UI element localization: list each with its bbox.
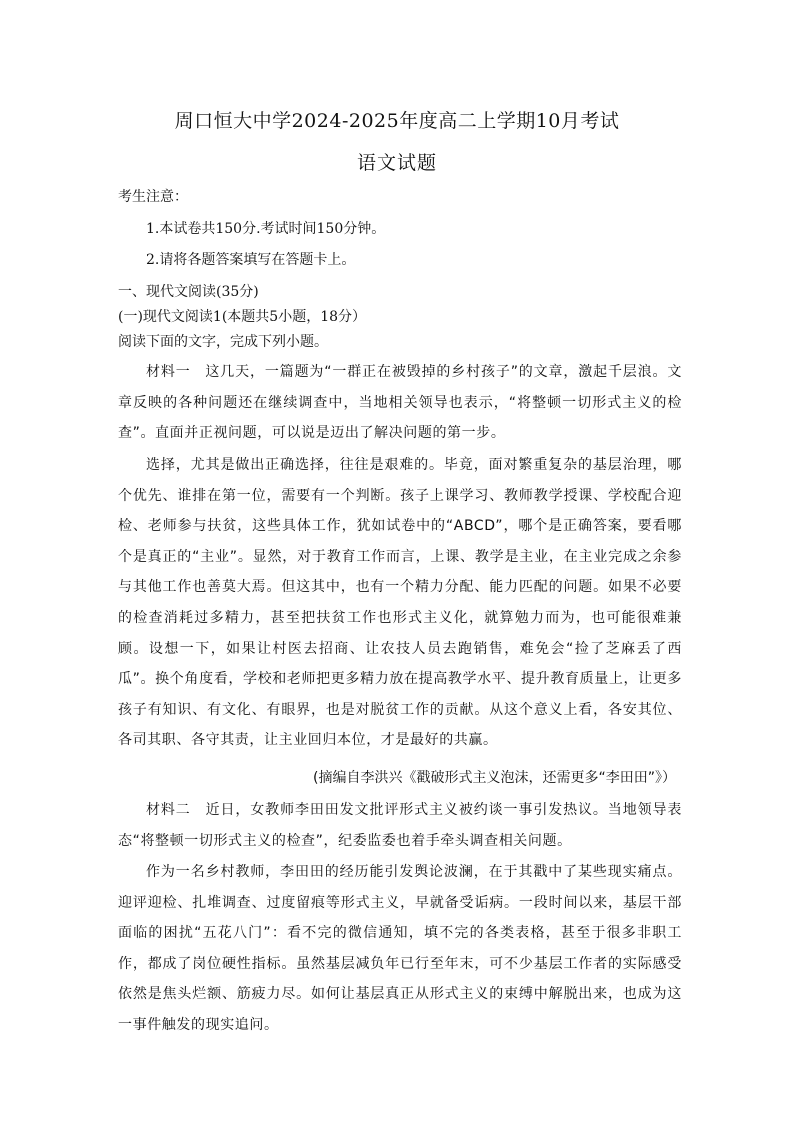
exam-subtitle: 语文试题: [356, 152, 437, 174]
material-2-paragraph-1: 材料二 近日，女教师李田田发文批评形式主义被约谈一事引发热议。当地领导表态“将整顿一切形式主义的检查”，纪委监委也着手牵头调查相关问题。: [118, 802, 682, 849]
material-1-paragraph-1: 材料一 这几天，一篇题为“一群正在被毁掉的乡村孩子”的文章，激起千层浪。文章反映的各种问题还在继续调查中，当地相关领导也表示，“将整顿一切形式主义的检查”。直面并正视问题，可以说是迈出了解决问题的第一步。: [118, 364, 682, 442]
notice-item-1: 1.本试卷共150分.考试时间150分钟。: [146, 221, 386, 237]
section-heading: 一、现代文阅读(35分): [118, 284, 259, 300]
exam-title: 周口恒大中学2024-2025年度高二上学期10月考试: [174, 110, 620, 132]
material-1-source: (摘编自李洪兴《戳破形式主义泡沫，还需更多“李田田”》）: [313, 770, 676, 786]
material-1-paragraph-2: 选择，尤其是做出正确选择，往往是艰难的。毕竟，面对繁重复杂的基层治理，哪个优先、谁排在第一位，需要有一个判断。孩子上课学习、教师教学授课、学校配合迎检、老师参与扶贫，这些具体工作，犹如试卷中的“ABCD”，哪个是正确答案，要看哪个是真正的“主业”。显然，对于教育工作而言，上课、教学是主业，在主业完成之余参与其他工作也善莫大焉。但这其中，也有一个精力分配、能力匹配的问题。如果不必要的检查消耗过多精力，甚至把扶贫工作也形式主义化，就算勉力而为，也可能很难兼顾。设想一下，如果让村医去招商、让农技人员去跑销售，难免会“捡了芝麻丢了西瓜”。换个角度看，学校和老师把更多精力放在提高教学水平、提升教育质量上，让更多孩子有知识、有文化、有眼界，也是对脱贫工作的贡献。从这个意义上看，各安其位、各司其职、各守其责，让主业回归本位，才是最好的共赢。: [118, 457, 682, 749]
reading-instruction: 阅读下面的文字，完成下列小题。: [118, 334, 328, 350]
material-2-paragraph-2: 作为一名乡村教师，李田田的经历能引发舆论波澜，在于其戳中了某些现实痛点。迎评迎检、扎堆调查、过度留痕等形式主义，早就备受诟病。一段时间以来，基层干部面临的困扰“五花八门”：看不完的微信通知，填不完的各类表格，甚至于很多非职工作，都成了岗位硬性指标。虽然基层减负年已行至年末，可不少基层工作者的实际感受依然是焦头烂额、筋疲力尽。如何让基层真正从形式主义的束缚中解脱出来，也成为这一事件触发的现实追问。: [118, 864, 682, 1033]
section-sub-heading: (一)现代文阅读1(本题共5小题，18分）: [118, 309, 367, 325]
notice-heading: 考生注意：: [118, 189, 188, 205]
notice-item-2: 2.请将各题答案填写在答题卡上。: [146, 252, 356, 268]
